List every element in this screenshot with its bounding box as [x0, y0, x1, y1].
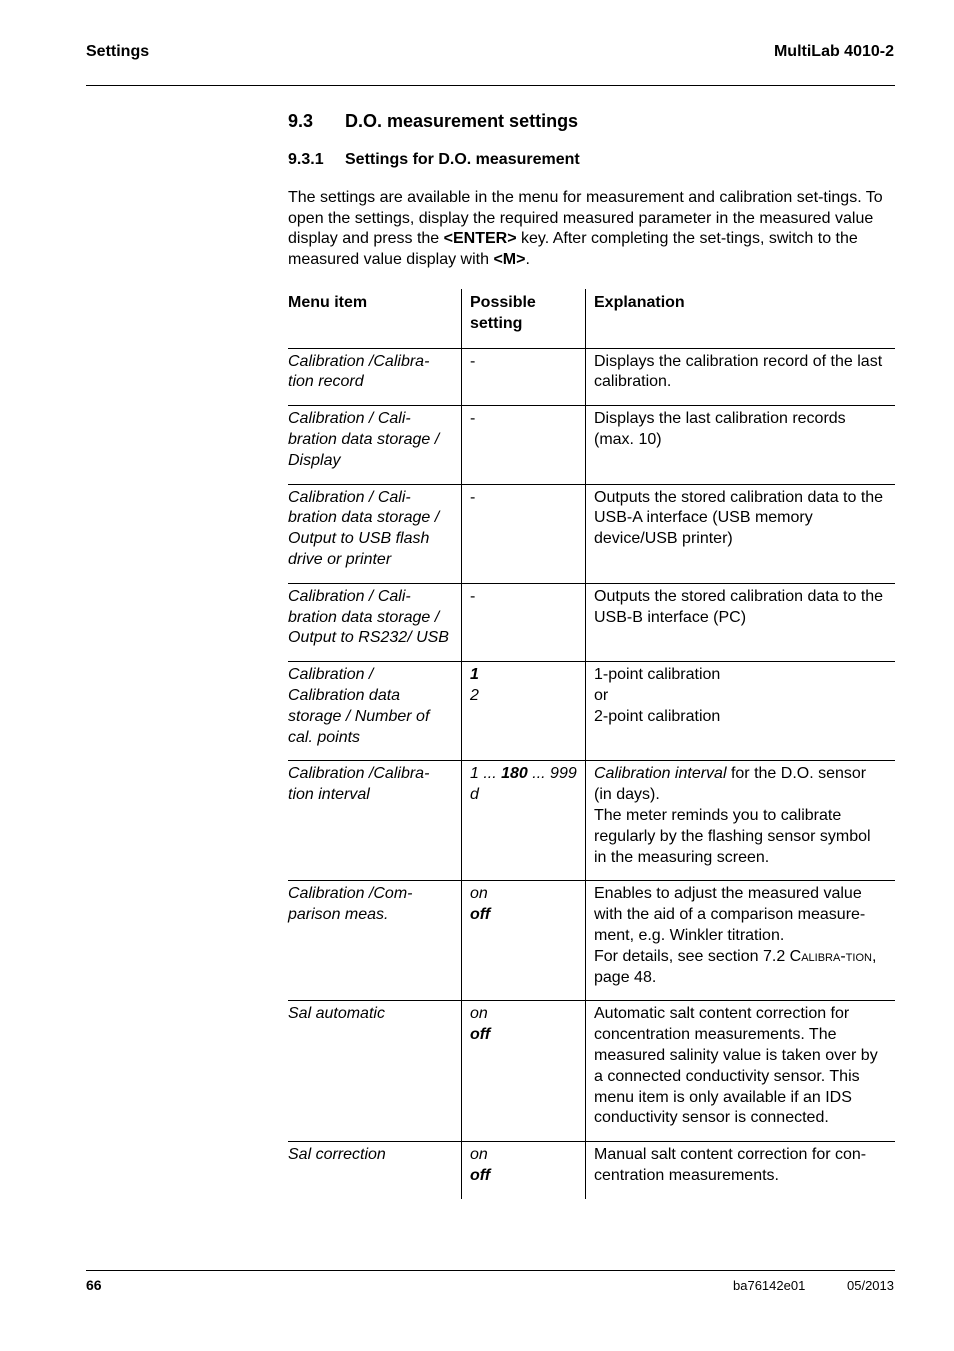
running-header-section: Settings [86, 43, 150, 60]
setting-cell: - [462, 484, 586, 583]
table-row [288, 484, 895, 583]
document-id: ba76142e01 [733, 1278, 806, 1293]
setting-default: off [470, 906, 491, 924]
m-key: <M> [493, 251, 526, 269]
menu-item-cell: Calibration /Com-parison meas. [288, 881, 462, 1001]
explanation-cell: 1-point calibration or 2-point calibration [586, 662, 896, 761]
menu-item-cell: Calibration /Calibra-tion interval [288, 761, 462, 881]
setting-cell [462, 1001, 586, 1142]
subsection-title: Settings for D.O. measurement [345, 151, 580, 168]
table-row [288, 761, 895, 881]
footer-rule [86, 1270, 895, 1271]
setting-cell: - [462, 406, 586, 484]
table-row [288, 1142, 895, 1199]
section-number: 9.3 [288, 111, 314, 131]
setting-default: off [470, 1166, 491, 1184]
table-row [288, 1001, 895, 1142]
menu-item-cell: Calibration / Cali-bration data storage / Display [288, 406, 462, 484]
menu-item-cell: Calibration / Cali-bration data storage / Output to USB flash drive or printer [288, 484, 462, 583]
table-header-row [288, 289, 895, 348]
explanation-cell: Enables to adjust the measured value with the aid of a comparison measure-ment, e.g. Winkler titration. For details, see section 7.2 Calibra-tion, page 48. [586, 881, 896, 1001]
setting-cell: 1 ... 180 ... 999 d [462, 761, 586, 881]
table-row [288, 881, 895, 1001]
explanation-cell: Outputs the stored calibration data to the USB-A interface (USB memory device/USB printer) [586, 484, 896, 583]
setting-cell [462, 881, 586, 1001]
header-rule [86, 85, 895, 86]
settings-table [288, 289, 895, 1199]
running-header-product: MultiLab 4010-2 [773, 43, 894, 60]
setting-option: on [470, 885, 488, 903]
setting-default: off [470, 1026, 491, 1044]
setting-default: 1 [470, 666, 479, 684]
setting-option: 2 [470, 686, 479, 704]
setting-cell [462, 1142, 586, 1199]
section-title: D.O. measurement settings [345, 111, 579, 131]
explanation-cell: Calibration interval for the D.O. sensor (in days). The meter reminds you to calibrate regularly by the flashing sensor symbol in the measuring screen. [586, 761, 896, 881]
document-date: 05/2013 [847, 1278, 894, 1293]
menu-item-cell: Sal correction [288, 1142, 462, 1199]
page-number: 66 [86, 1277, 102, 1293]
table-row [288, 348, 895, 406]
explanation-cell: Displays the last calibration records (max. 10) [586, 406, 896, 484]
menu-item-cell: Calibration / Cali-bration data storage / Output to RS232/ USB [288, 583, 462, 661]
menu-item-cell: Sal automatic [288, 1001, 462, 1142]
section-reference: Calibra-tion [789, 947, 872, 965]
table-row [288, 583, 895, 661]
explanation-cell: Manual salt content correction for con-centration measurements. [586, 1142, 896, 1199]
header-menu-item: Menu item [288, 294, 368, 311]
subsection-number: 9.3.1 [288, 151, 324, 168]
header-explanation: Explanation [586, 289, 896, 348]
enter-key: <ENTER> [443, 230, 517, 248]
explanation-cell: Automatic salt content correction for concentration measurements. The measured salinity value is taken over by a connected conductivity sensor. This menu item is only available if an IDS conductivity sensor is connected. [586, 1001, 896, 1142]
header-possible-setting: Possible setting [462, 289, 586, 348]
setting-default: 180 [501, 765, 528, 783]
subsection-heading [288, 151, 580, 169]
setting-cell [462, 662, 586, 761]
menu-item-cell: Calibration /Calibra-tion record [288, 348, 462, 406]
setting-cell: - [462, 583, 586, 661]
table-row [288, 662, 895, 761]
explanation-cell: Displays the calibration record of the last calibration. [586, 348, 896, 406]
table-row [288, 406, 895, 484]
setting-option: on [470, 1146, 488, 1164]
intro-paragraph: The settings are available in the menu for measurement and calibration set-tings. To open the settings, display the required measured parameter in the measured value display and press the <ENTER> key. After completing the set-tings, switch to the measured value display with <M>. [288, 189, 883, 269]
setting-cell: - [462, 348, 586, 406]
setting-option: on [470, 1005, 488, 1023]
section-heading [288, 111, 578, 132]
menu-item-cell: Calibration / Calibration data storage / Number of cal. points [288, 662, 462, 761]
explanation-cell: Outputs the stored calibration data to the USB-B interface (PC) [586, 583, 896, 661]
